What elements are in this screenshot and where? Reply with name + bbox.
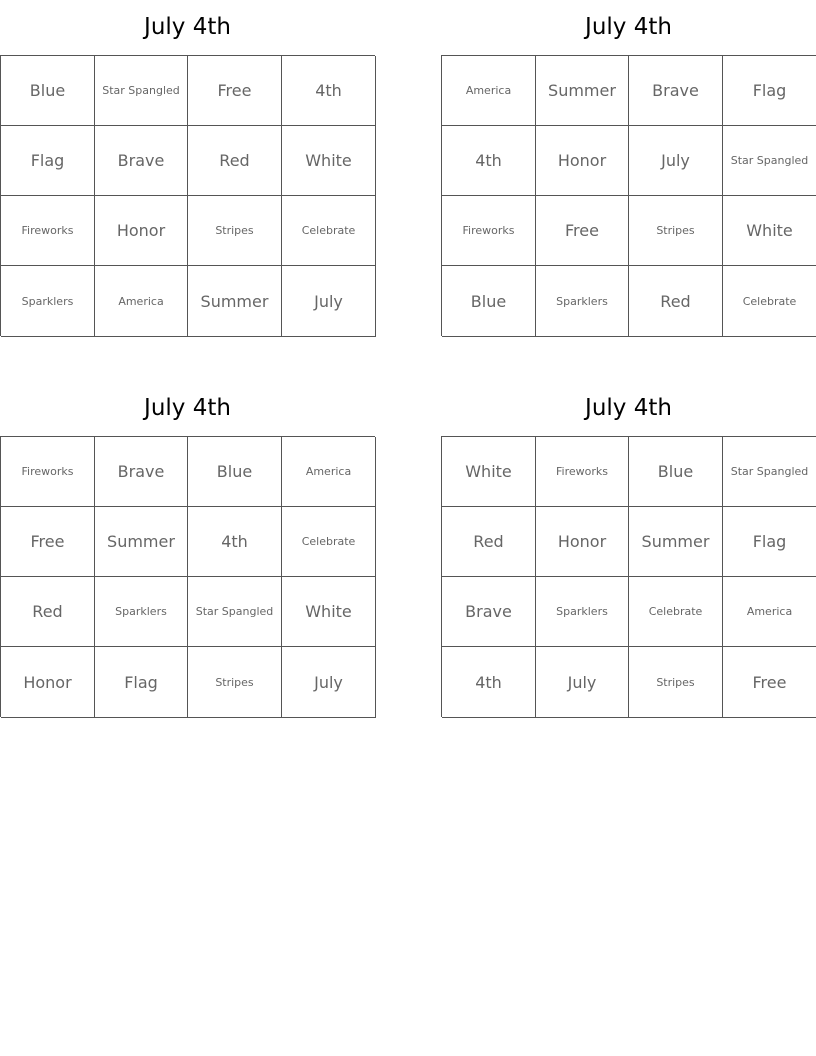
bingo-cell: Free: [723, 647, 816, 718]
bingo-cell: Blue: [442, 266, 536, 337]
bingo-cell: July: [536, 647, 629, 718]
bingo-cell: Flag: [1, 126, 95, 196]
bingo-cell: Sparklers: [1, 266, 95, 337]
card-title: July 4th: [144, 395, 231, 421]
bingo-cell: Honor: [536, 507, 629, 577]
bingo-cell: Free: [188, 56, 282, 126]
bingo-cell: Brave: [629, 56, 723, 126]
bingo-cell: Red: [442, 507, 536, 577]
bingo-cell: Celebrate: [282, 196, 376, 266]
bingo-cell: Summer: [188, 266, 282, 337]
bingo-cell: Celebrate: [723, 266, 816, 337]
bingo-cell: White: [282, 126, 376, 196]
bingo-cell: Star Spangled: [723, 126, 816, 196]
bingo-cell: 4th: [442, 126, 536, 196]
bingo-cell: Star Spangled: [723, 437, 816, 507]
bingo-cell: Brave: [95, 437, 188, 507]
bingo-cell: Stripes: [188, 647, 282, 718]
bingo-cell: Blue: [629, 437, 723, 507]
bingo-grid: [441, 55, 816, 336]
bingo-grid: [0, 55, 375, 336]
bingo-cell: Stripes: [188, 196, 282, 266]
bingo-cell: July: [629, 126, 723, 196]
bingo-cell: Sparklers: [536, 266, 629, 337]
bingo-cell: Red: [1, 577, 95, 647]
bingo-cell: Honor: [95, 196, 188, 266]
bingo-cell: Star Spangled: [95, 56, 188, 126]
bingo-grid: [441, 436, 816, 717]
card-title: July 4th: [585, 395, 672, 421]
bingo-cell: 4th: [442, 647, 536, 718]
bingo-cell: Free: [1, 507, 95, 577]
bingo-cell: Sparklers: [95, 577, 188, 647]
bingo-cell: July: [282, 266, 376, 337]
bingo-grid: [0, 436, 375, 717]
bingo-cell: Fireworks: [536, 437, 629, 507]
bingo-cell: White: [723, 196, 816, 266]
bingo-cell: Stripes: [629, 647, 723, 718]
bingo-cell: White: [282, 577, 376, 647]
bingo-cell: 4th: [188, 507, 282, 577]
bingo-cell: America: [723, 577, 816, 647]
bingo-cell: Flag: [95, 647, 188, 718]
bingo-cell: Honor: [536, 126, 629, 196]
bingo-cell: July: [282, 647, 376, 718]
bingo-cell: America: [442, 56, 536, 126]
bingo-cell: Blue: [188, 437, 282, 507]
bingo-cell: Free: [536, 196, 629, 266]
bingo-cell: Flag: [723, 507, 816, 577]
bingo-cell: Summer: [536, 56, 629, 126]
bingo-cell: Star Spangled: [188, 577, 282, 647]
bingo-cell: Stripes: [629, 196, 723, 266]
bingo-cell: Celebrate: [629, 577, 723, 647]
bingo-cell: Flag: [723, 56, 816, 126]
bingo-cell: Fireworks: [1, 196, 95, 266]
bingo-cell: Summer: [95, 507, 188, 577]
bingo-cell: Blue: [1, 56, 95, 126]
bingo-cell: Celebrate: [282, 507, 376, 577]
bingo-cell: Brave: [95, 126, 188, 196]
bingo-cell: Honor: [1, 647, 95, 718]
bingo-cell: Brave: [442, 577, 536, 647]
bingo-cell: Red: [188, 126, 282, 196]
bingo-cell: Fireworks: [442, 196, 536, 266]
bingo-cell: America: [95, 266, 188, 337]
bingo-cell: Red: [629, 266, 723, 337]
bingo-cell: Summer: [629, 507, 723, 577]
bingo-cell: Fireworks: [1, 437, 95, 507]
card-title: July 4th: [585, 14, 672, 40]
bingo-cell: White: [442, 437, 536, 507]
bingo-cell: Sparklers: [536, 577, 629, 647]
card-title: July 4th: [144, 14, 231, 40]
bingo-cell: 4th: [282, 56, 376, 126]
bingo-cell: America: [282, 437, 376, 507]
